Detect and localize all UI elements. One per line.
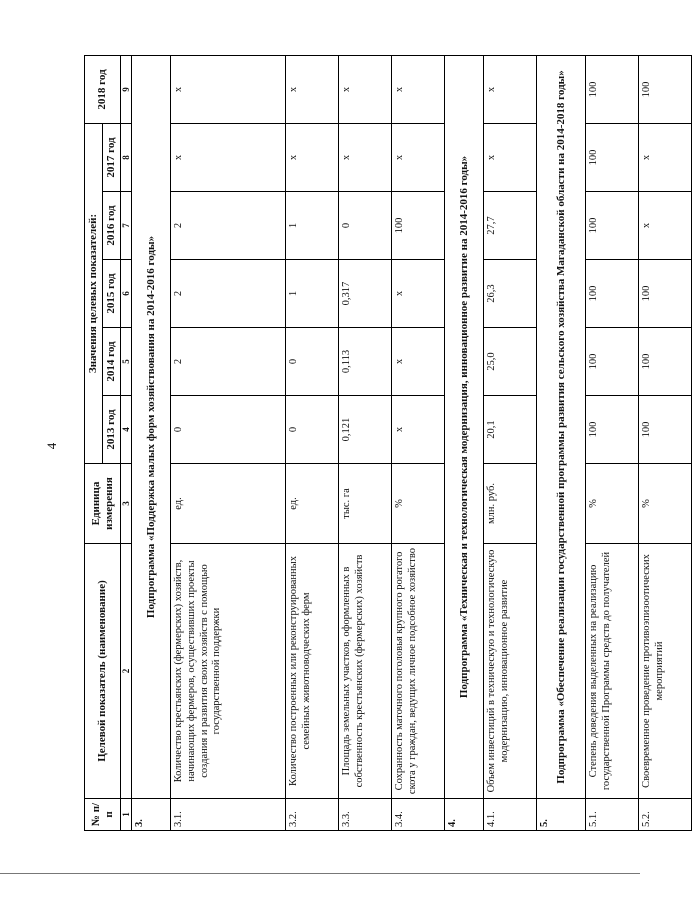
- table-row: [286, 55, 339, 830]
- table-row: [639, 55, 692, 830]
- column-index-row: [121, 55, 132, 830]
- value-cell: x: [639, 123, 692, 191]
- table-row: [392, 55, 445, 830]
- value-cell: 1: [286, 260, 339, 328]
- value-cell: 2: [171, 192, 286, 260]
- column-index: 1: [121, 799, 132, 831]
- value-cell: 100: [639, 55, 692, 123]
- value-cell: 27,7: [484, 192, 537, 260]
- table-row: [484, 55, 537, 830]
- header-year-2014: 2014 год: [103, 328, 121, 396]
- value-cell: 25,0: [484, 328, 537, 396]
- header-name: Целевой показатель (наименование): [85, 544, 121, 799]
- section-title: Подпрограмма «Обеспечение реализации государственной программы развития сельского хозяйства Магаданской области на 2014-2018 годы»: [537, 55, 586, 798]
- value-cell: 100: [639, 328, 692, 396]
- row-unit: %: [392, 464, 445, 544]
- value-cell: 0: [286, 328, 339, 396]
- value-cell: 20,1: [484, 396, 537, 464]
- row-num: 5.1.: [586, 799, 639, 831]
- value-cell: x: [392, 396, 445, 464]
- value-cell: 100: [586, 396, 639, 464]
- value-cell: 100: [639, 396, 692, 464]
- row-unit: тыс. га: [339, 464, 392, 544]
- value-cell: 2: [171, 260, 286, 328]
- value-cell: x: [171, 123, 286, 191]
- bottom-rule: [0, 873, 640, 874]
- section-row-3: [132, 55, 171, 830]
- row-name: Сохранность маточного поголовья крупного рогатого скота у граждан, ведущих личное подсобное хозяйство: [392, 544, 445, 799]
- table-row: [171, 55, 286, 830]
- value-cell: 0: [286, 396, 339, 464]
- value-cell: 100: [586, 260, 639, 328]
- header-values-group: Значения целевых показателей:: [85, 123, 103, 463]
- column-index: 4: [121, 396, 132, 464]
- value-cell: 100: [586, 55, 639, 123]
- value-cell: 0: [171, 396, 286, 464]
- section-num: 5.: [537, 799, 586, 831]
- value-cell: 0,113: [339, 328, 392, 396]
- column-index: 7: [121, 192, 132, 260]
- column-index: 9: [121, 55, 132, 123]
- row-unit: %: [639, 464, 692, 544]
- indicators-table: [84, 55, 692, 831]
- table-frame: [84, 56, 665, 831]
- value-cell: 100: [639, 260, 692, 328]
- value-cell: x: [392, 328, 445, 396]
- value-cell: x: [286, 123, 339, 191]
- row-name: Объем инвестиций в техническую и технологическую модернизацию, инновационное развитие: [484, 544, 537, 799]
- value-cell: x: [392, 55, 445, 123]
- row-name: Площадь земельных участков, оформленных в собственность крестьянских (фермерских) хозяйств: [339, 544, 392, 799]
- column-index: 2: [121, 544, 132, 799]
- row-name: Степень доведения выделенных на реализацию государственной Программы средств до получателей: [586, 544, 639, 799]
- header-row-1: [85, 55, 103, 830]
- row-unit: ед.: [286, 464, 339, 544]
- row-num: 3.4.: [392, 799, 445, 831]
- value-cell: x: [639, 192, 692, 260]
- page-number: 4: [44, 442, 59, 450]
- row-name: Количество построенных или реконструированных семейных животноводческих ферм: [286, 544, 339, 799]
- header-year-2015: 2015 год: [103, 260, 121, 328]
- header-year-2013: 2013 год: [103, 396, 121, 464]
- value-cell: x: [484, 123, 537, 191]
- section-num: 4.: [445, 799, 484, 831]
- column-index: 6: [121, 260, 132, 328]
- row-num: 3.3.: [339, 799, 392, 831]
- value-cell: 2: [171, 328, 286, 396]
- row-num: 4.1.: [484, 799, 537, 831]
- row-name: Количество крестьянских (фермерских) хозяйств, начинающих фермеров, осуществивших проекты создания и развития своих хозяйств с помощью государственной поддержки: [171, 544, 286, 799]
- section-row-4: [445, 55, 484, 830]
- value-cell: 26,3: [484, 260, 537, 328]
- rotated-table-wrapper: [84, 56, 665, 831]
- value-cell: 1: [286, 192, 339, 260]
- value-cell: x: [171, 55, 286, 123]
- section-title: Подпрограмма «Техническая и технологическая модернизация, инновационное развитие на 2014-2016 годы»: [445, 55, 484, 798]
- row-num: 3.2.: [286, 799, 339, 831]
- row-num: 3.1.: [171, 799, 286, 831]
- value-cell: 100: [392, 192, 445, 260]
- header-year-2016: 2016 год: [103, 192, 121, 260]
- table-row: [586, 55, 639, 830]
- column-index: 5: [121, 328, 132, 396]
- column-index: 8: [121, 123, 132, 191]
- value-cell: 100: [586, 328, 639, 396]
- value-cell: x: [392, 260, 445, 328]
- section-row-5: [537, 55, 586, 830]
- value-cell: x: [286, 55, 339, 123]
- header-year-2017: 2017 год: [103, 123, 121, 191]
- section-num: 3.: [132, 799, 171, 831]
- value-cell: x: [392, 123, 445, 191]
- column-index: 3: [121, 464, 132, 544]
- value-cell: 0,317: [339, 260, 392, 328]
- row-unit: ед.: [171, 464, 286, 544]
- row-name: Своевременное проведение противоэпизоотических мероприятий: [639, 544, 692, 799]
- table-row: [339, 55, 392, 830]
- value-cell: 100: [586, 123, 639, 191]
- row-num: 5.2.: [639, 799, 692, 831]
- row-unit: %: [586, 464, 639, 544]
- value-cell: 100: [586, 192, 639, 260]
- header-num: № п/п: [85, 799, 121, 831]
- section-title: Подпрограмма «Поддержка малых форм хозяйствования на 2014-2016 годы»: [132, 55, 171, 798]
- value-cell: 0: [339, 192, 392, 260]
- value-cell: x: [339, 123, 392, 191]
- row-unit: млн. руб.: [484, 464, 537, 544]
- value-cell: x: [339, 55, 392, 123]
- value-cell: x: [484, 55, 537, 123]
- header-year-2018: 2018 год: [85, 55, 121, 123]
- value-cell: 0,121: [339, 396, 392, 464]
- header-unit: Единица измерения: [85, 464, 121, 544]
